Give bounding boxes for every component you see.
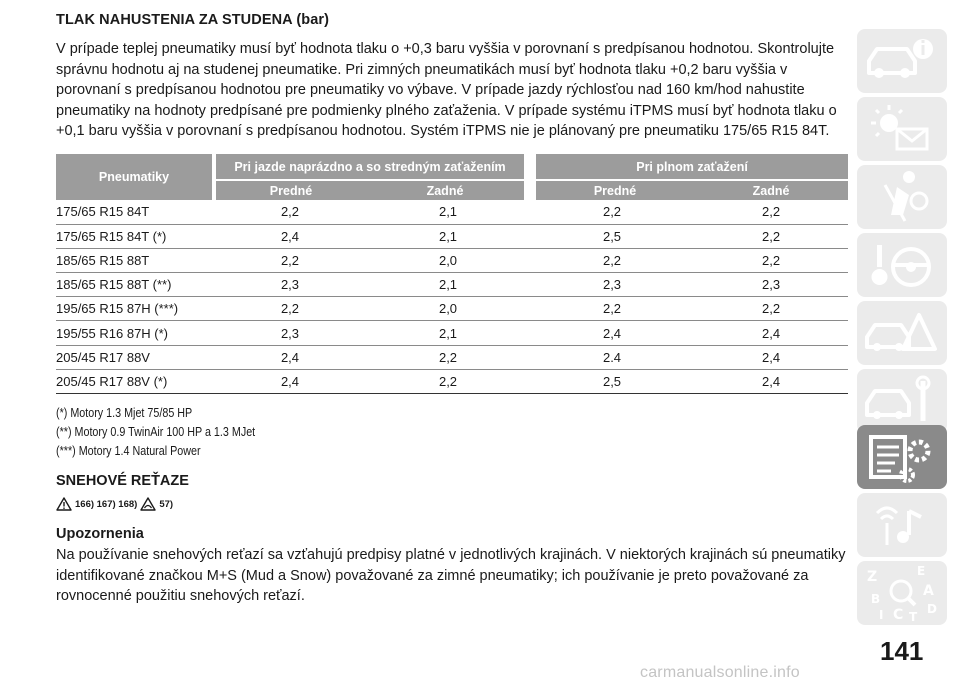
technical-data-icon [857,425,947,489]
table-row [56,273,848,297]
svg-text:D: D [927,602,937,616]
table-row [56,200,848,224]
pressure-value: 2,2 [214,200,366,224]
intro-paragraph: V prípade teplej pneumatiky musí byť hodnota tlaku o +0,3 baru vyššia v porovnaní s predpísanou hodnotou. Skontrolujte správnu hodnotu aj na studenej pneumatike. Pri zimných pneumatikách musí byť hodnota tlaku +0,2 baru vyššia v porovnaní s predpísanou hodnotou pre pneumatiky vo výbave. V prípade jazdy rýchlosťou nad 160 km/hod nahustite pneumatiky na hodnoty predpísané pre podmienky plného zaťaženia. V prípade systému iTPMS musí byť hodnota tlaku o +0,1 baru vyššia v porovnaní s predpísanou hodnotou. Systém iTPMS nie je plánovaný pre pneumatiku 175/65 R15 84T. [56,41,837,139]
svg-text:C: C [893,607,904,623]
table-row [56,248,848,272]
pressure-value: 2,5 [530,224,694,248]
caution-title: Upozornenia [56,526,144,542]
pressure-value: 2,1 [366,321,530,345]
pressure-value: 2,4 [694,369,848,393]
table-row [56,369,848,393]
pressure-value: 2,3 [694,273,848,297]
pressure-value: 2,3 [214,273,366,297]
tab-multimedia[interactable] [857,493,947,557]
tab-emergency[interactable] [857,301,947,365]
svg-text:E: E [917,564,926,578]
tab-technical-data[interactable] [857,425,947,489]
svg-text:T: T [909,610,918,624]
rear-header: Zadné [694,180,848,200]
footnote: (*) Motory 1.3 Mjet 75/85 HP [56,406,193,420]
pressure-value: 2,2 [530,200,694,224]
tire-size: 205/45 R17 88V (*) [56,369,214,393]
pressure-value: 2,4 [530,321,694,345]
table-row [56,224,848,248]
full-load-header: Pri plnom zaťažení [530,154,848,180]
warning-lights-icon [857,97,947,161]
tab-car-info[interactable] [857,29,947,93]
maintenance-car-icon [857,369,947,433]
tab-index[interactable] [857,561,947,625]
pressure-value: 2,1 [366,200,530,224]
footnote-ref: (*) [154,325,169,341]
warning-triangle-icon [56,497,72,511]
pressure-value: 2,3 [214,321,366,345]
multimedia-icon [857,493,947,557]
note-refs[interactable]: 57) [159,498,174,510]
tire-size: 185/65 R15 88T (**) [56,273,214,297]
pressure-value: 2,4 [214,369,366,393]
tab-warning-lights[interactable] [857,97,947,161]
svg-text:I: I [879,608,884,622]
tire-size: 205/45 R17 88V [56,345,214,369]
front-header: Predné [214,180,366,200]
pressure-value: 2,2 [694,297,848,321]
pressure-value: 2,1 [366,273,530,297]
pressure-value: 2,3 [530,273,694,297]
partial-load-header: Pri jazde naprázdno a so stredným zaťažením [214,154,530,180]
section-title: TLAK NAHUSTENIA ZA STUDENA (bar) [56,12,330,28]
watermark: carmanualsonline.info [640,664,800,681]
pressure-value: 2,2 [530,297,694,321]
pressure-value: 2,4 [214,345,366,369]
tire-size: 175/65 R15 84T [56,200,214,224]
pressure-value: 2,2 [694,248,848,272]
pressure-value: 2,2 [214,297,366,321]
footnote-ref: (*) [152,228,167,244]
footnote: (**) Motory 0.9 TwinAir 100 HP a 1.3 MJet [56,425,256,439]
svg-text:A: A [923,583,934,599]
tire-size: 175/65 R15 84T (*) [56,224,214,248]
pressure-value: 2,4 [214,224,366,248]
pressure-value: 2,4 [694,345,848,369]
pressure-value: 2,2 [694,224,848,248]
footnote-ref: (*) [153,373,168,389]
footnote-ref: (***) [154,301,179,317]
pressure-value: 2,1 [366,224,530,248]
tire-size: 185/65 R15 88T [56,248,214,272]
page-number: 141 [880,636,924,666]
svg-text:B: B [871,592,881,606]
caution-paragraph: Na používanie snehových reťazí sa vzťahujú predpisy platné v jednotlivých krajinách. V niektorých krajinách sú pneumatiky identifikované značkou M+S (Mud a Snow) považované za zimné pneumatiky; ich používanie je preto považované za rovnocenné použitiu snehových reťazí. [56,547,846,604]
tire-size: 195/65 R15 87H (***) [56,297,214,321]
pressure-value: 2,4 [694,321,848,345]
pressure-value: 2,2 [530,248,694,272]
table-row [56,321,848,345]
warning-refs[interactable]: 166) 167) 168) [75,498,138,510]
tire-size: 195/55 R16 87H (*) [56,321,214,345]
table-row [56,297,848,321]
tire-pressure-table [56,154,848,394]
table-row [56,345,848,369]
tire-column-header: Pneumatiky [56,154,214,200]
pressure-value: 2,2 [694,200,848,224]
pressure-value: 2.4 [530,345,694,369]
footnote-ref: (**) [152,277,172,293]
tab-safety[interactable] [857,165,947,229]
pressure-value: 2,2 [214,248,366,272]
footnote: (***) Motory 1.4 Natural Power [56,444,201,458]
tab-maintenance[interactable] [857,369,947,433]
alphabetical-index-icon [857,561,947,625]
pressure-value: 2,2 [366,369,530,393]
key-steering-wheel-icon [857,233,947,297]
car-info-icon [857,29,947,93]
svg-text:Z: Z [867,569,878,585]
pressure-value: 2,2 [366,345,530,369]
emergency-car-icon [857,301,947,365]
pressure-value: 2,0 [366,248,530,272]
airbag-seat-icon [857,165,947,229]
snow-chains-title: SNEHOVÉ REŤAZE [56,473,189,489]
pressure-value: 2,5 [530,369,694,393]
cross-references [56,494,173,514]
attention-triangle-icon [140,497,156,511]
pressure-value: 2,0 [366,297,530,321]
front-header: Predné [530,180,694,200]
footnotes [56,404,255,461]
rear-header: Zadné [366,180,530,200]
tab-starting-driving[interactable] [857,233,947,297]
